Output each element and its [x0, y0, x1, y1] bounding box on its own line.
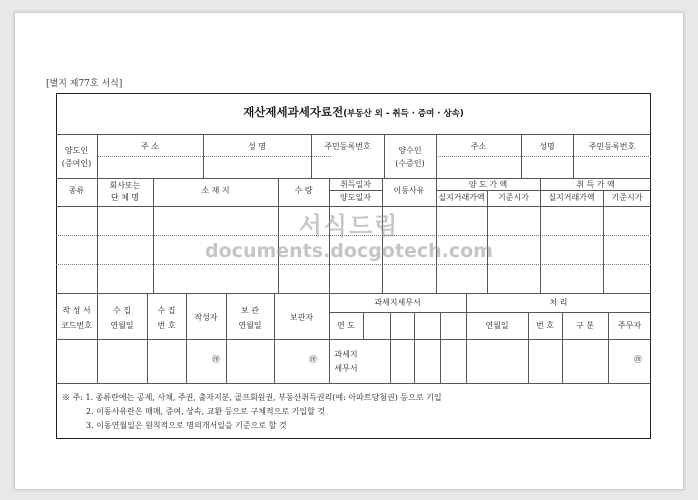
note-1: ※ 주: 1. 종류란에는 공제, 사채, 주권, 출자지분, 골프회원권, 부동산취득권리(예: 아파트당첨권) 등으로 기입 — [62, 393, 442, 402]
manager-header: 주무자 — [617, 321, 642, 330]
rule-bottom-end — [56, 383, 651, 384]
trans-actual-header: 실지거래가액 — [438, 193, 485, 202]
date-header: 연월일 — [485, 321, 509, 330]
vrule-b3 — [186, 293, 187, 383]
keep-date-header: 보 관 — [241, 306, 259, 315]
form-title-sub: (부동산 외 - 취득 · 증여 · 상속) — [343, 109, 464, 119]
manager-seal: ㊞ — [634, 355, 642, 364]
location-header: 소 재 지 — [201, 186, 230, 195]
vrule-b5 — [274, 293, 275, 383]
transferee-name-header: 성명 — [539, 142, 555, 151]
kind-header: 종류 — [68, 186, 85, 195]
tax-office-label-2: 세무서 — [334, 364, 358, 373]
tax-office-header: 과세지세무서 — [374, 298, 421, 307]
watermark-title: 서식드림 — [298, 212, 400, 240]
number-header: 번 호 — [536, 321, 554, 330]
writer-seal: ㊞ — [212, 355, 220, 364]
transferor-label-sub: (증여인) — [61, 159, 92, 168]
company-header-2: 단 체 명 — [110, 193, 140, 202]
form-title — [56, 104, 651, 120]
keeper-header: 보관자 — [289, 313, 314, 322]
writer-header: 작성자 — [194, 313, 218, 322]
transferor-id-header: 주민등록번호 — [324, 142, 371, 151]
transferee-id-header: 주민등록번호 — [588, 142, 636, 151]
rule-items-bottom — [56, 293, 651, 294]
rule-transferor-mid — [97, 156, 331, 157]
category-header: 구 분 — [576, 321, 594, 330]
keep-date-header-2: 연월일 — [238, 321, 262, 330]
transferor-name-header: 성 명 — [248, 142, 266, 151]
rule-price-split — [436, 190, 651, 191]
vrule-p6 — [521, 134, 522, 178]
collect-date-header-2: 연월일 — [110, 321, 134, 330]
vrule-p7 — [573, 134, 574, 178]
year-header: 연 도 — [337, 321, 355, 330]
vrule-b11 — [440, 312, 441, 383]
trans-date-header: 양도일자 — [340, 193, 371, 202]
vrule-b9 — [390, 312, 391, 383]
acq-date-header: 취득일자 — [340, 180, 371, 189]
transferor-address-header: 주 소 — [141, 142, 159, 151]
note-2: 2. 이동사유란은 매매, 증여, 상속, 교환 등으로 구체적으로 기입할 것 — [86, 407, 326, 416]
vrule-p2 — [203, 134, 204, 178]
code-header-2: 코드번호 — [61, 321, 92, 330]
tax-office-label: 과세지 — [334, 350, 358, 359]
acq-standard-header: 기준시가 — [611, 193, 643, 202]
rule-party-bottom — [56, 178, 651, 179]
transferee-label-sub: (수증인) — [395, 159, 425, 168]
rule-bottom-header-split — [329, 312, 651, 313]
rule-bottom-right-header — [329, 339, 651, 340]
quantity-header: 수 량 — [294, 186, 313, 195]
code-header: 작 성 서 — [62, 306, 91, 315]
acq-actual-header: 실지거래가액 — [548, 193, 595, 202]
form-title-main: 재산제세과세자료전 — [243, 105, 344, 119]
rule-transferee-mid — [436, 156, 651, 157]
process-header: 처 리 — [549, 298, 568, 307]
form-number-label: [별지 제77호 서식] — [46, 79, 123, 89]
company-header: 회사또는 — [109, 181, 141, 190]
transferee-address-header: 주소 — [470, 142, 487, 151]
rule-date-split — [329, 190, 382, 191]
rule-title-bottom — [56, 134, 651, 135]
vrule-b8 — [363, 312, 364, 339]
vrule-p5 — [436, 134, 437, 178]
vrule-p4 — [384, 134, 385, 178]
watermark-url: documents.docgotech.com — [205, 240, 493, 262]
vrule-p3 — [311, 134, 312, 178]
collect-no-header: 수 집 — [157, 306, 176, 315]
note-3: 3. 이동연월일은 원칙적으로 명의개서일을 기준으로 할 것 — [86, 421, 287, 430]
keeper-seal: ㊞ — [309, 355, 317, 364]
collect-no-header-2: 번 호 — [157, 321, 176, 330]
vrule-p1 — [97, 134, 98, 178]
trans-price-header: 양 도 가 액 — [468, 180, 508, 189]
transferee-label: 양수인 — [398, 146, 422, 155]
transferor-label: 양도인 — [64, 146, 89, 155]
rule-items-row2 — [56, 264, 651, 265]
trans-standard-header: 기준시가 — [498, 193, 529, 202]
reason-header: 이동사유 — [393, 186, 425, 195]
acq-price-header: 취 득 가 액 — [576, 180, 615, 189]
vrule-b10 — [414, 312, 415, 383]
collect-date-header: 수 집 — [113, 306, 131, 315]
